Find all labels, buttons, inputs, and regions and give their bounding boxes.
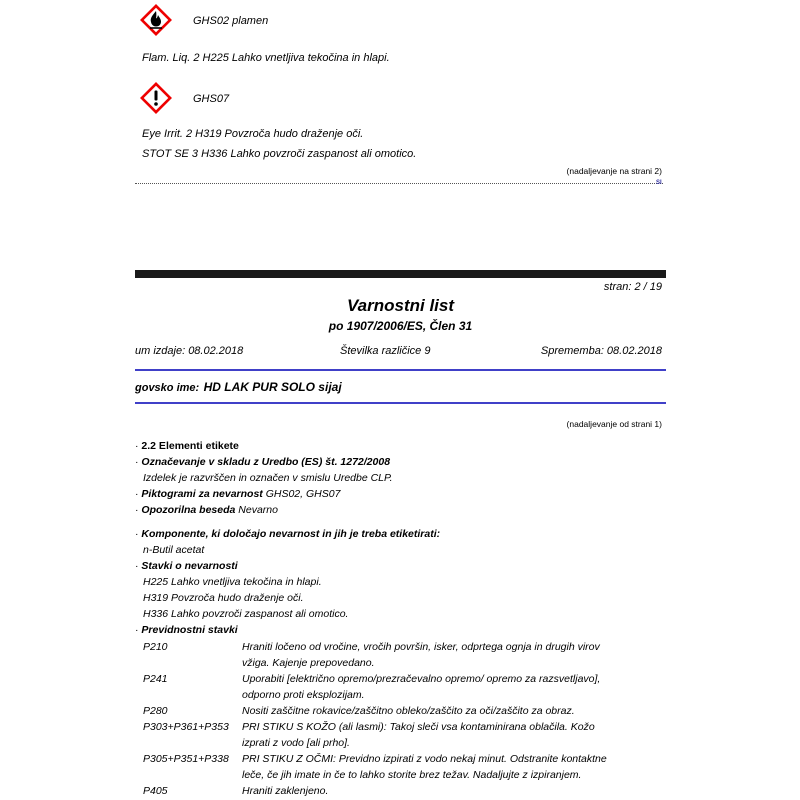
precaution-code: P303+P361+P353 [143,721,229,733]
precaution-text: Nositi zaščitne rokavice/zaščitno obleko/zaščito za oči/zaščito za obraz. [242,705,575,717]
precaution-text: Hraniti zaklenjeno. [242,785,329,797]
precaution-code: P305+P351+P338 [143,753,229,765]
trade-name-value: HD LAK PUR SOLO sijaj [203,380,342,394]
hazard-statement: H225 Lahko vnetljiva tekočina in hlapi. [143,576,322,588]
document-title: Varnostni list [346,296,455,315]
page-header-bar [135,270,666,278]
version-number: Številka različice 9 [340,345,431,357]
precaution-code: P210 [143,641,168,653]
pictograms-line: · Piktogrami za nevarnost GHS02, GHS07 [135,488,341,500]
precaution-text: izprati z vodo [ali prho]. [242,737,350,749]
hazard-statement: STOT SE 3 H336 Lahko povzroči zaspanost ali omotico. [142,148,417,160]
ghs02-flame-icon [139,3,173,37]
component-name: n-Butil acetat [143,544,205,556]
precaution-heading: · Previdnostni stavki [135,624,238,636]
precaution-text: PRI STIKU S KOŽO (ali lasmi): Takoj sleči vsa kontaminirana oblačila. Kožo [242,721,595,733]
trade-name [135,378,342,396]
divider [135,183,663,184]
labelling-text: Izdelek je razvrščen in označen v smislu Uredbe CLP. [143,472,393,484]
continued-note: (nadaljevanje na strani 2) [566,166,662,176]
precaution-text: Uporabiti [električno opremo/prezračevalno opremo/ opremo za razsvetljavo], [242,673,601,685]
precaution-code: P280 [143,705,168,717]
hazard-statement: Eye Irrit. 2 H319 Povzroča hudo draženje oči. [142,128,364,140]
precaution-code: P405 [143,785,168,797]
ghs07-exclamation-icon [139,81,173,115]
precaution-text: Hraniti ločeno od vročine, vročih površin, isker, odprtega ognja in drugih virov [242,641,600,653]
labelling-heading: · Označevanje v skladu z Uredbo (ES) št. 1272/2008 [135,456,391,468]
issue-date: um izdaje: 08.02.2018 [135,345,244,357]
precaution-code: P241 [143,673,168,685]
components-heading: · Komponente, ki določajo nevarnost in jih je treba etiketirati: [135,528,441,540]
revision-date: Sprememba: 08.02.2018 [540,345,662,357]
hazard-statement: H319 Povzroča hudo draženje oči. [143,592,304,604]
language-code: SI [656,180,662,186]
pictogram-label-ghs07: GHS07 [193,93,230,105]
precaution-text: vžiga. Kajenje prepovedano. [242,657,375,669]
hazard-statement: H336 Lahko povzroči zaspanost ali omotico. [143,608,349,620]
trade-name-label: ɡovsko ime: [135,382,200,394]
precaution-text: odporno proti eksplozijam. [242,689,365,701]
hazard-statement: Flam. Liq. 2 H225 Lahko vnetljiva tekočina in hlapi. [142,52,390,64]
page-number: stran: 2 / 19 [603,281,662,293]
pictogram-label-ghs02: GHS02 plamen [193,15,269,27]
header-divider [135,402,666,404]
precaution-text: leče, če jih imate in če to lahko storite brez težav. Nadaljujte z izpiranjem. [242,769,582,781]
document-subtitle: po 1907/2006/ES, Člen 31 [328,319,473,333]
precaution-text: PRI STIKU Z OČMI: Previdno izpirati z vodo nekaj minut. Odstranite kontaktne [242,753,607,765]
header-divider [135,369,666,371]
continued-from-note: (nadaljevanje od strani 1) [566,419,662,429]
hazard-heading: · Stavki o nevarnosti [135,560,238,572]
section-heading: · 2.2 Elementi etikete [135,440,239,452]
signal-word-line: · Opozorilna beseda Nevarno [135,504,278,516]
